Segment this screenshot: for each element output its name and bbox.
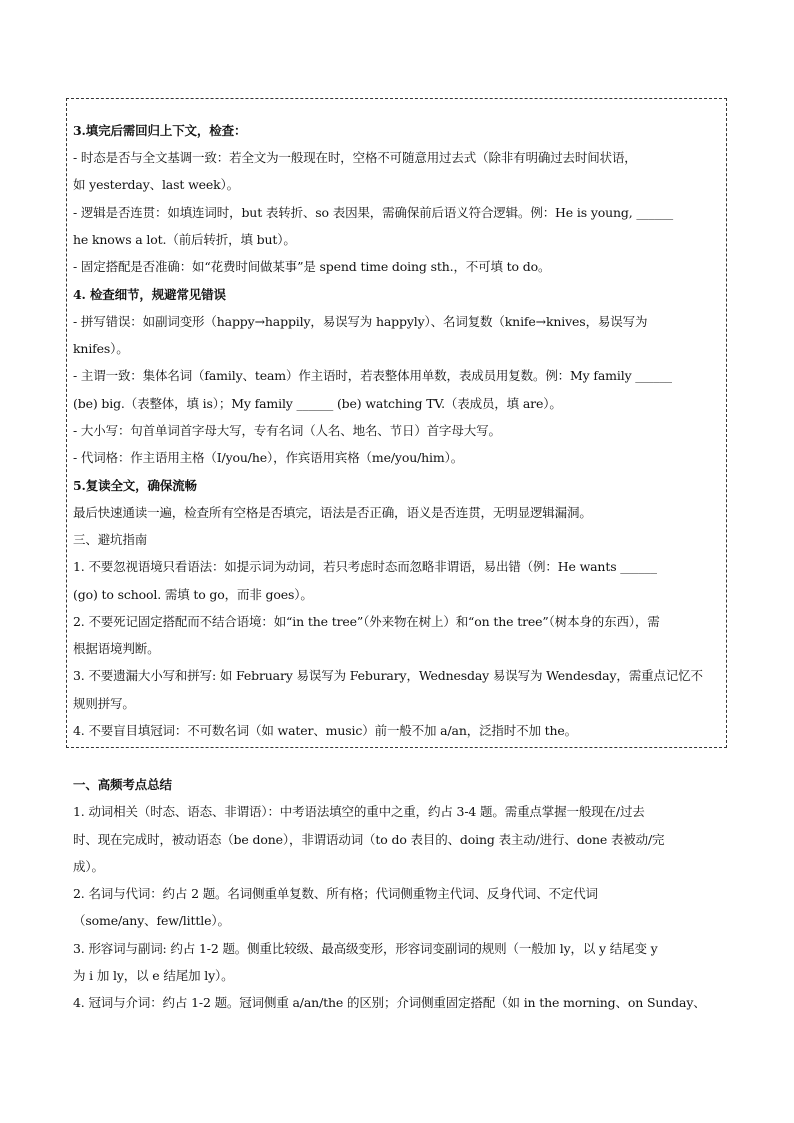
- heading-reread: 5.复读全文，确保流畅: [73, 478, 197, 493]
- text-line: - 拼写错误：如副词变形（happy→happily，易误写为 happyly）、名词复数（knife→knives，易误写为: [73, 314, 648, 329]
- text-line: （some/any、few/little）。: [73, 913, 230, 928]
- heading-check-context: 3.填完后需回归上下文，检查：: [73, 123, 247, 138]
- text-line: knifes）。: [73, 341, 129, 356]
- heading-high-frequency-summary: 一、高频考点总结: [73, 777, 172, 792]
- text-line: - 大小写：句首单词首字母大写，专有名词（人名、地名、节日）首字母大写。: [73, 423, 501, 438]
- text-line: he knows a lot.（前后转折，填 but）。: [73, 232, 296, 247]
- text-line: - 时态是否与全文基调一致：若全文为一般现在时，空格不可随意用过去式（除非有明确过去时间状语，: [73, 150, 637, 165]
- text-line: 1. 动词相关（时态、语态、非谓语）：中考语法填空的重中之重，约占 3-4 题。需重点掌握一般现在/过去: [73, 804, 645, 819]
- text-line: 规则拼写。: [73, 696, 135, 711]
- heading-check-details: 4. 检查细节，规避常见错误: [73, 287, 226, 302]
- text-line: (go) to school. 需填 to go，而非 goes）。: [73, 587, 313, 602]
- text-line: 4. 冠词与介词：约占 1-2 题。冠词侧重 a/an/the 的区别；介词侧重固定搭配（如 in the morning、on Sunday、: [73, 995, 706, 1010]
- text-line: - 逻辑是否连贯：如填连词时，but 表转折、so 表因果，需确保前后语义符合逻辑。例：He is young, ______: [73, 205, 674, 220]
- heading-pitfall-guide: 三、避坑指南: [73, 532, 148, 547]
- text-line: 2. 名词与代词：约占 2 题。名词侧重单复数、所有格；代词侧重物主代词、反身代词、不定代词: [73, 886, 598, 901]
- text-line: 最后快速通读一遍，检查所有空格是否填完，语法是否正确，语义是否连贯，无明显逻辑漏洞。: [73, 505, 592, 520]
- text-line: - 固定搭配是否准确：如“花费时间做某事”是 spend time doing sth.，不可填 to do。: [73, 259, 551, 274]
- text-line: 如 yesterday、last week）。: [73, 177, 239, 192]
- text-line: - 代词格：作主语用主格（I/you/he），作宾语用宾格（me/you/him）。: [73, 450, 464, 465]
- text-line: 为 i 加 ly，以 e 结尾加 ly）。: [73, 968, 234, 983]
- text-line: 2. 不要死记固定搭配而不结合语境：如“in the tree”（外来物在树上）和“on the tree”（树本身的东西），需: [73, 614, 660, 629]
- text-line: 4. 不要盲目填冠词：不可数名词（如 water、music）前一般不加 a/an，泛指时不加 the。: [73, 723, 578, 738]
- text-line: 时、现在完成时，被动语态（be done），非谓语动词（to do 表目的、doing 表主动/进行、done 表被动/完: [73, 832, 665, 847]
- text-line: 1. 不要忽视语境只看语法：如提示词为动词，若只考虑时态而忽略非谓语，易出错（例：He wants ______: [73, 559, 657, 574]
- text-line: 3. 不要遗漏大小写和拼写: 如 February 易误写为 Feburary，Wednesday 易误写为 Wendesday，需重点记忆不: [73, 668, 703, 683]
- text-line: 3. 形容词与副词: 约占 1-2 题。侧重比较级、最高级变形，形容词变副词的规则（一般加 ly，以 y 结尾变 y: [73, 941, 658, 956]
- text-line: - 主谓一致：集体名词（family、team）作主语时，若表整体用单数，表成员用复数。例：My family ______: [73, 368, 672, 383]
- text-line: 根据语境判断。: [73, 641, 160, 656]
- text-line: 成）。: [73, 859, 104, 874]
- text-line: (be) big.（表整体，填 is）；My family ______ (be) watching TV.（表成员，填 are）。: [73, 396, 562, 411]
